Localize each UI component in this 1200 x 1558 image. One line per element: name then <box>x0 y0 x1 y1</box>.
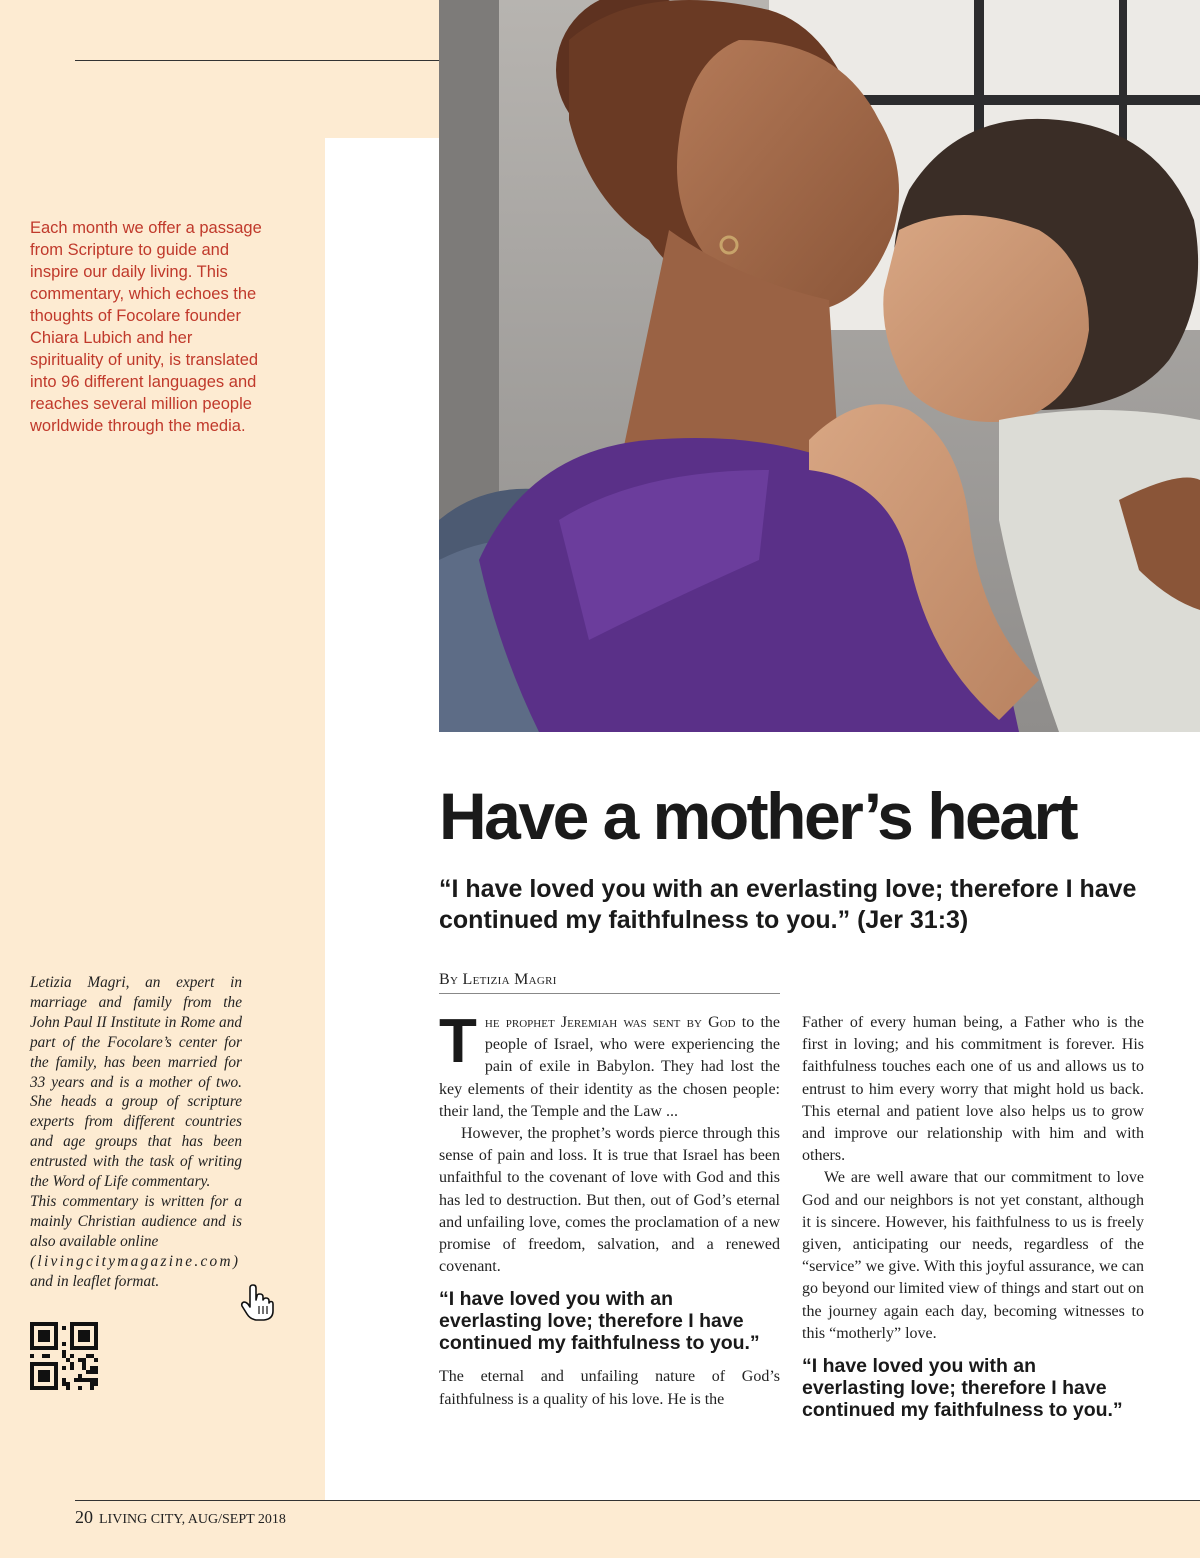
page-number: 20 <box>75 1507 93 1527</box>
publication-info: LIVING CITY, AUG/SEPT 2018 <box>99 1512 286 1527</box>
pull-quote-1: “I have loved you with an everlasting love; therefore I have continued my faithfulness to you.” <box>439 1288 760 1355</box>
bio-paragraph-1: Letizia Magri, an expert in marriage and family from the John Paul II Institute in Rome and part of the Focolare’s center for the family, has been married for 33 years and is a mother of two. She heads a group of scripture experts from different countries and age groups that has been entrusted with the task of writing the Word of Life commentary. <box>30 974 242 1191</box>
drop-cap: T <box>439 1007 477 1076</box>
paragraph-4: Father of every human being, a Father who is the first in loving; and his commitment is forever. His faithfulness touches each one of us and allows us to entrust to him every worry that might hold us back. This eternal and patient love also helps us to grow and improve our relationship with him and with others. <box>802 1014 1144 1165</box>
article-subtitle: “I have loved you with an everlasting love; therefore I have continued my faithfulness to you.” (Jer 31:3) <box>439 875 1137 934</box>
author-bio <box>30 973 242 1292</box>
lead-in: he prophet Jeremiah was sent by God <box>484 1014 736 1031</box>
qr-code <box>30 1322 98 1395</box>
byline: By Letizia Magri <box>439 971 780 994</box>
pull-quote-2: “I have loved you with an everlasting love; therefore I have continued my faithfulness to you.” <box>802 1355 1123 1422</box>
top-rule <box>75 60 439 61</box>
mother-child-photo <box>439 0 1200 732</box>
hand-pointer-icon <box>240 1284 274 1327</box>
article-title: Have a mother’s heart <box>439 779 1077 853</box>
website-link[interactable]: (livingcitymagazine.com) <box>30 1252 241 1270</box>
paragraph-5: We are well aware that our commitment to love God and our neighbors is not yet constant, although it is sincere. However, his faithfulness to us is freely given, anticipating our needs, regardless of the “service” we give. With this joyful assurance, we can go beyond our limited view of things and start out on the journey again each day, becoming witnesses to this “motherly” love. <box>802 1169 1144 1342</box>
bio-paragraph-2: This commentary is written for a mainly Christian audience and is also available online <box>30 1192 242 1250</box>
paragraph-1 <box>439 1007 780 1123</box>
paragraph-2: However, the prophet’s words pierce through this sense of pain and loss. It is true that Israel has been unfaithful to the covenant of love with God and this has led to destruction. But then, out of God’s eternal and unfailing love, comes the proclamation of a new promise of freedom, salvation, and a renewed covenant. <box>439 1125 780 1276</box>
page-footer <box>75 1507 286 1528</box>
bottom-rule <box>75 1500 1200 1501</box>
article-column-2 <box>802 1012 1144 1433</box>
article-column-1 <box>439 1007 780 1411</box>
intro-text: Each month we offer a passage from Scripture to guide and inspire our daily living. This commentary, which echoes the thoughts of Focolare founder Chiara Lubich and her spirituality of unity, is translated into 96 different languages and reaches several million people worldwide through the media. <box>30 219 262 435</box>
bio-paragraph-2-end: and in leaflet format. <box>30 1272 160 1290</box>
paragraph-1-text: to the people of Israel, who were experiencing the pain of exile in Babylon. They had lost the key elements of their identity as the chosen people: their land, the Temple and the Law ... <box>439 1014 780 1120</box>
paragraph-3: The eternal and unfailing nature of God’s faithfulness is a quality of his love. He is the <box>439 1368 780 1408</box>
